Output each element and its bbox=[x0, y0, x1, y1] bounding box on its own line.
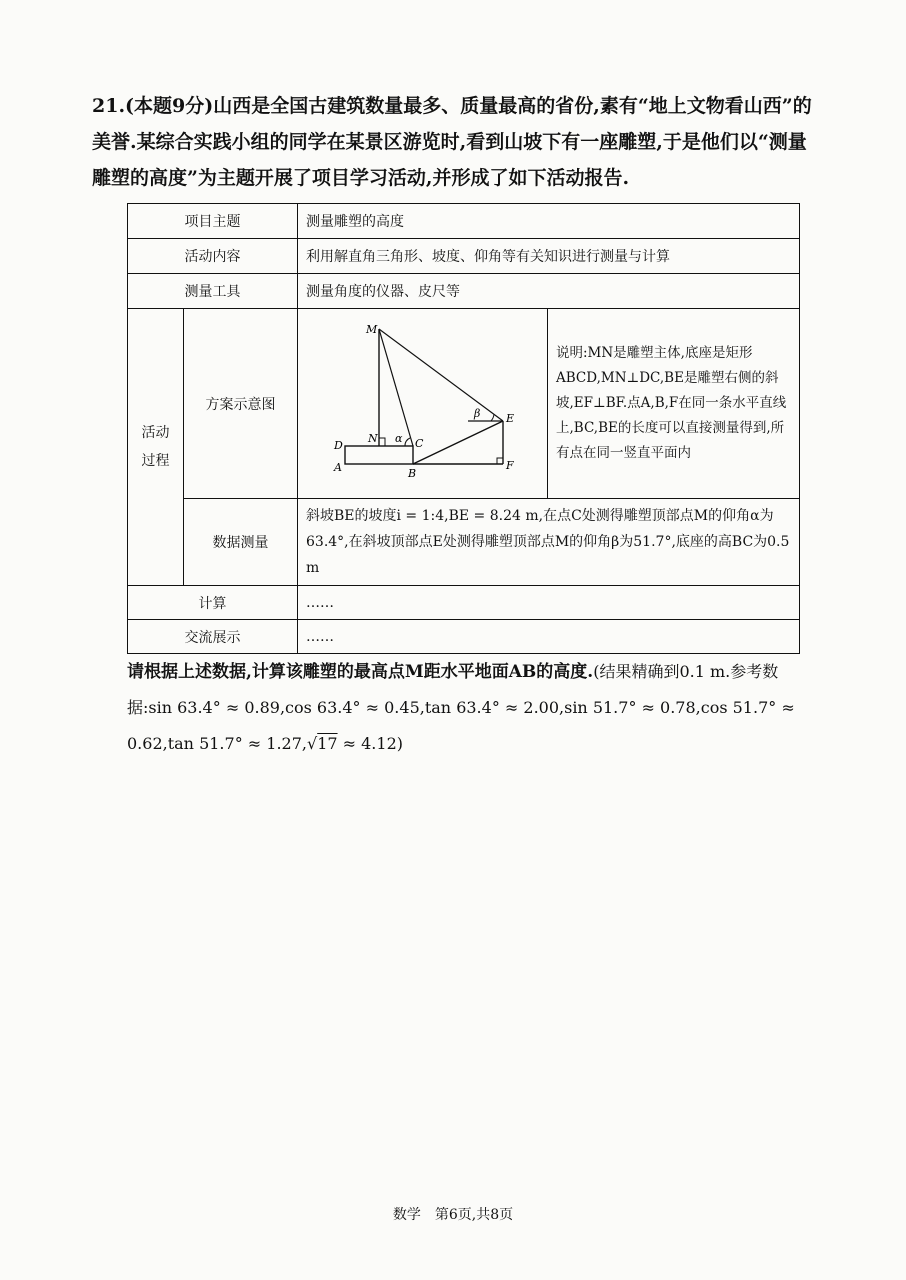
label-m: M bbox=[366, 323, 378, 336]
ask-ref: (结果精确到0.1 m.参考数据:sin 63.4° ≈ 0.89,cos 63.4° ≈ 0.45,tan 63.4° ≈ 2.00,sin 51.7° ≈ 0.78,cos 51.7° ≈ 0.62,tan 51.7° ≈ 1.27, bbox=[127, 662, 795, 753]
show-value: …… bbox=[298, 620, 800, 654]
sqrt-symbol: √ bbox=[306, 734, 318, 753]
scheme-note: 说明:MN是雕塑主体,底座是矩形ABCD,MN⊥DC,BE是雕塑右侧的斜坡,EF⊥BF.点A,B,F在同一条水平直线上,BC,BE的长度可以直接测量得到,所有点在同一竖直平面内 bbox=[548, 309, 800, 499]
show-label: 交流展示 bbox=[128, 620, 298, 654]
sqrt-value: ≈ 4.12) bbox=[337, 734, 403, 753]
report-row-calc bbox=[128, 586, 800, 620]
right-angle-f bbox=[497, 458, 503, 464]
scheme-diagram-cell bbox=[298, 309, 548, 499]
base-rectangle bbox=[345, 446, 413, 464]
question-ask bbox=[127, 654, 817, 762]
question-intro: 21.(本题9分)山西是全国古建筑数量最多、质量最高的省份,素有“地上文物看山西”的美誉.某综合实践小组的同学在某景区游览时,看到山坡下有一座雕塑,于是他们以“测量雕塑的高度”为主题开展了项目学习活动,并形成了如下活动报告. bbox=[92, 95, 812, 189]
right-angle-n bbox=[379, 438, 385, 446]
label-c: C bbox=[415, 437, 424, 450]
page-footer: 数学 第6页,共8页 bbox=[392, 1207, 514, 1223]
topic-value: 测量雕塑的高度 bbox=[298, 204, 800, 239]
label-b: B bbox=[408, 467, 417, 480]
scheme-diagram bbox=[298, 309, 548, 494]
label-a: A bbox=[334, 461, 342, 474]
calc-label: 计算 bbox=[128, 586, 298, 620]
report-row-tools bbox=[128, 274, 800, 309]
report-row-topic bbox=[128, 204, 800, 239]
sight-line-me bbox=[379, 329, 503, 421]
report-row-scheme bbox=[128, 309, 800, 499]
tools-label: 测量工具 bbox=[128, 274, 298, 309]
measure-text: 斜坡BE的坡度i = 1:4,BE = 8.24 m,在点C处测得雕塑顶部点M的仰角α为63.4°,在斜坡顶部点E处测得雕塑顶部点M的仰角β为51.7°,底座的高BC为0.5 m bbox=[298, 499, 800, 586]
process-label: 活动 过程 bbox=[128, 309, 184, 586]
sqrt-arg: 17 bbox=[317, 734, 338, 753]
ask-main: 请根据上述数据,计算该雕塑的最高点M距水平地面AB的高度. bbox=[127, 662, 594, 682]
angle-alpha-arc bbox=[405, 438, 410, 446]
slope-be bbox=[413, 421, 503, 464]
scheme-label: 方案示意图 bbox=[184, 309, 298, 499]
label-e: E bbox=[506, 412, 515, 425]
report-row-show bbox=[128, 620, 800, 654]
sight-line-mc bbox=[379, 329, 413, 446]
label-d: D bbox=[334, 439, 343, 452]
label-n: N bbox=[368, 432, 378, 445]
content-label: 活动内容 bbox=[128, 239, 298, 274]
measure-label: 数据测量 bbox=[184, 499, 298, 586]
report-row-measure bbox=[128, 499, 800, 586]
angle-beta-arc bbox=[491, 414, 494, 421]
tools-value: 测量角度的仪器、皮尺等 bbox=[298, 274, 800, 309]
activity-report-table bbox=[127, 203, 800, 654]
label-beta: β bbox=[474, 407, 481, 420]
content-value: 利用解直角三角形、坡度、仰角等有关知识进行测量与计算 bbox=[298, 239, 800, 274]
calc-value: …… bbox=[298, 586, 800, 620]
label-f: F bbox=[506, 459, 514, 472]
topic-label: 项目主题 bbox=[128, 204, 298, 239]
report-row-content bbox=[128, 239, 800, 274]
label-alpha: α bbox=[395, 432, 403, 445]
